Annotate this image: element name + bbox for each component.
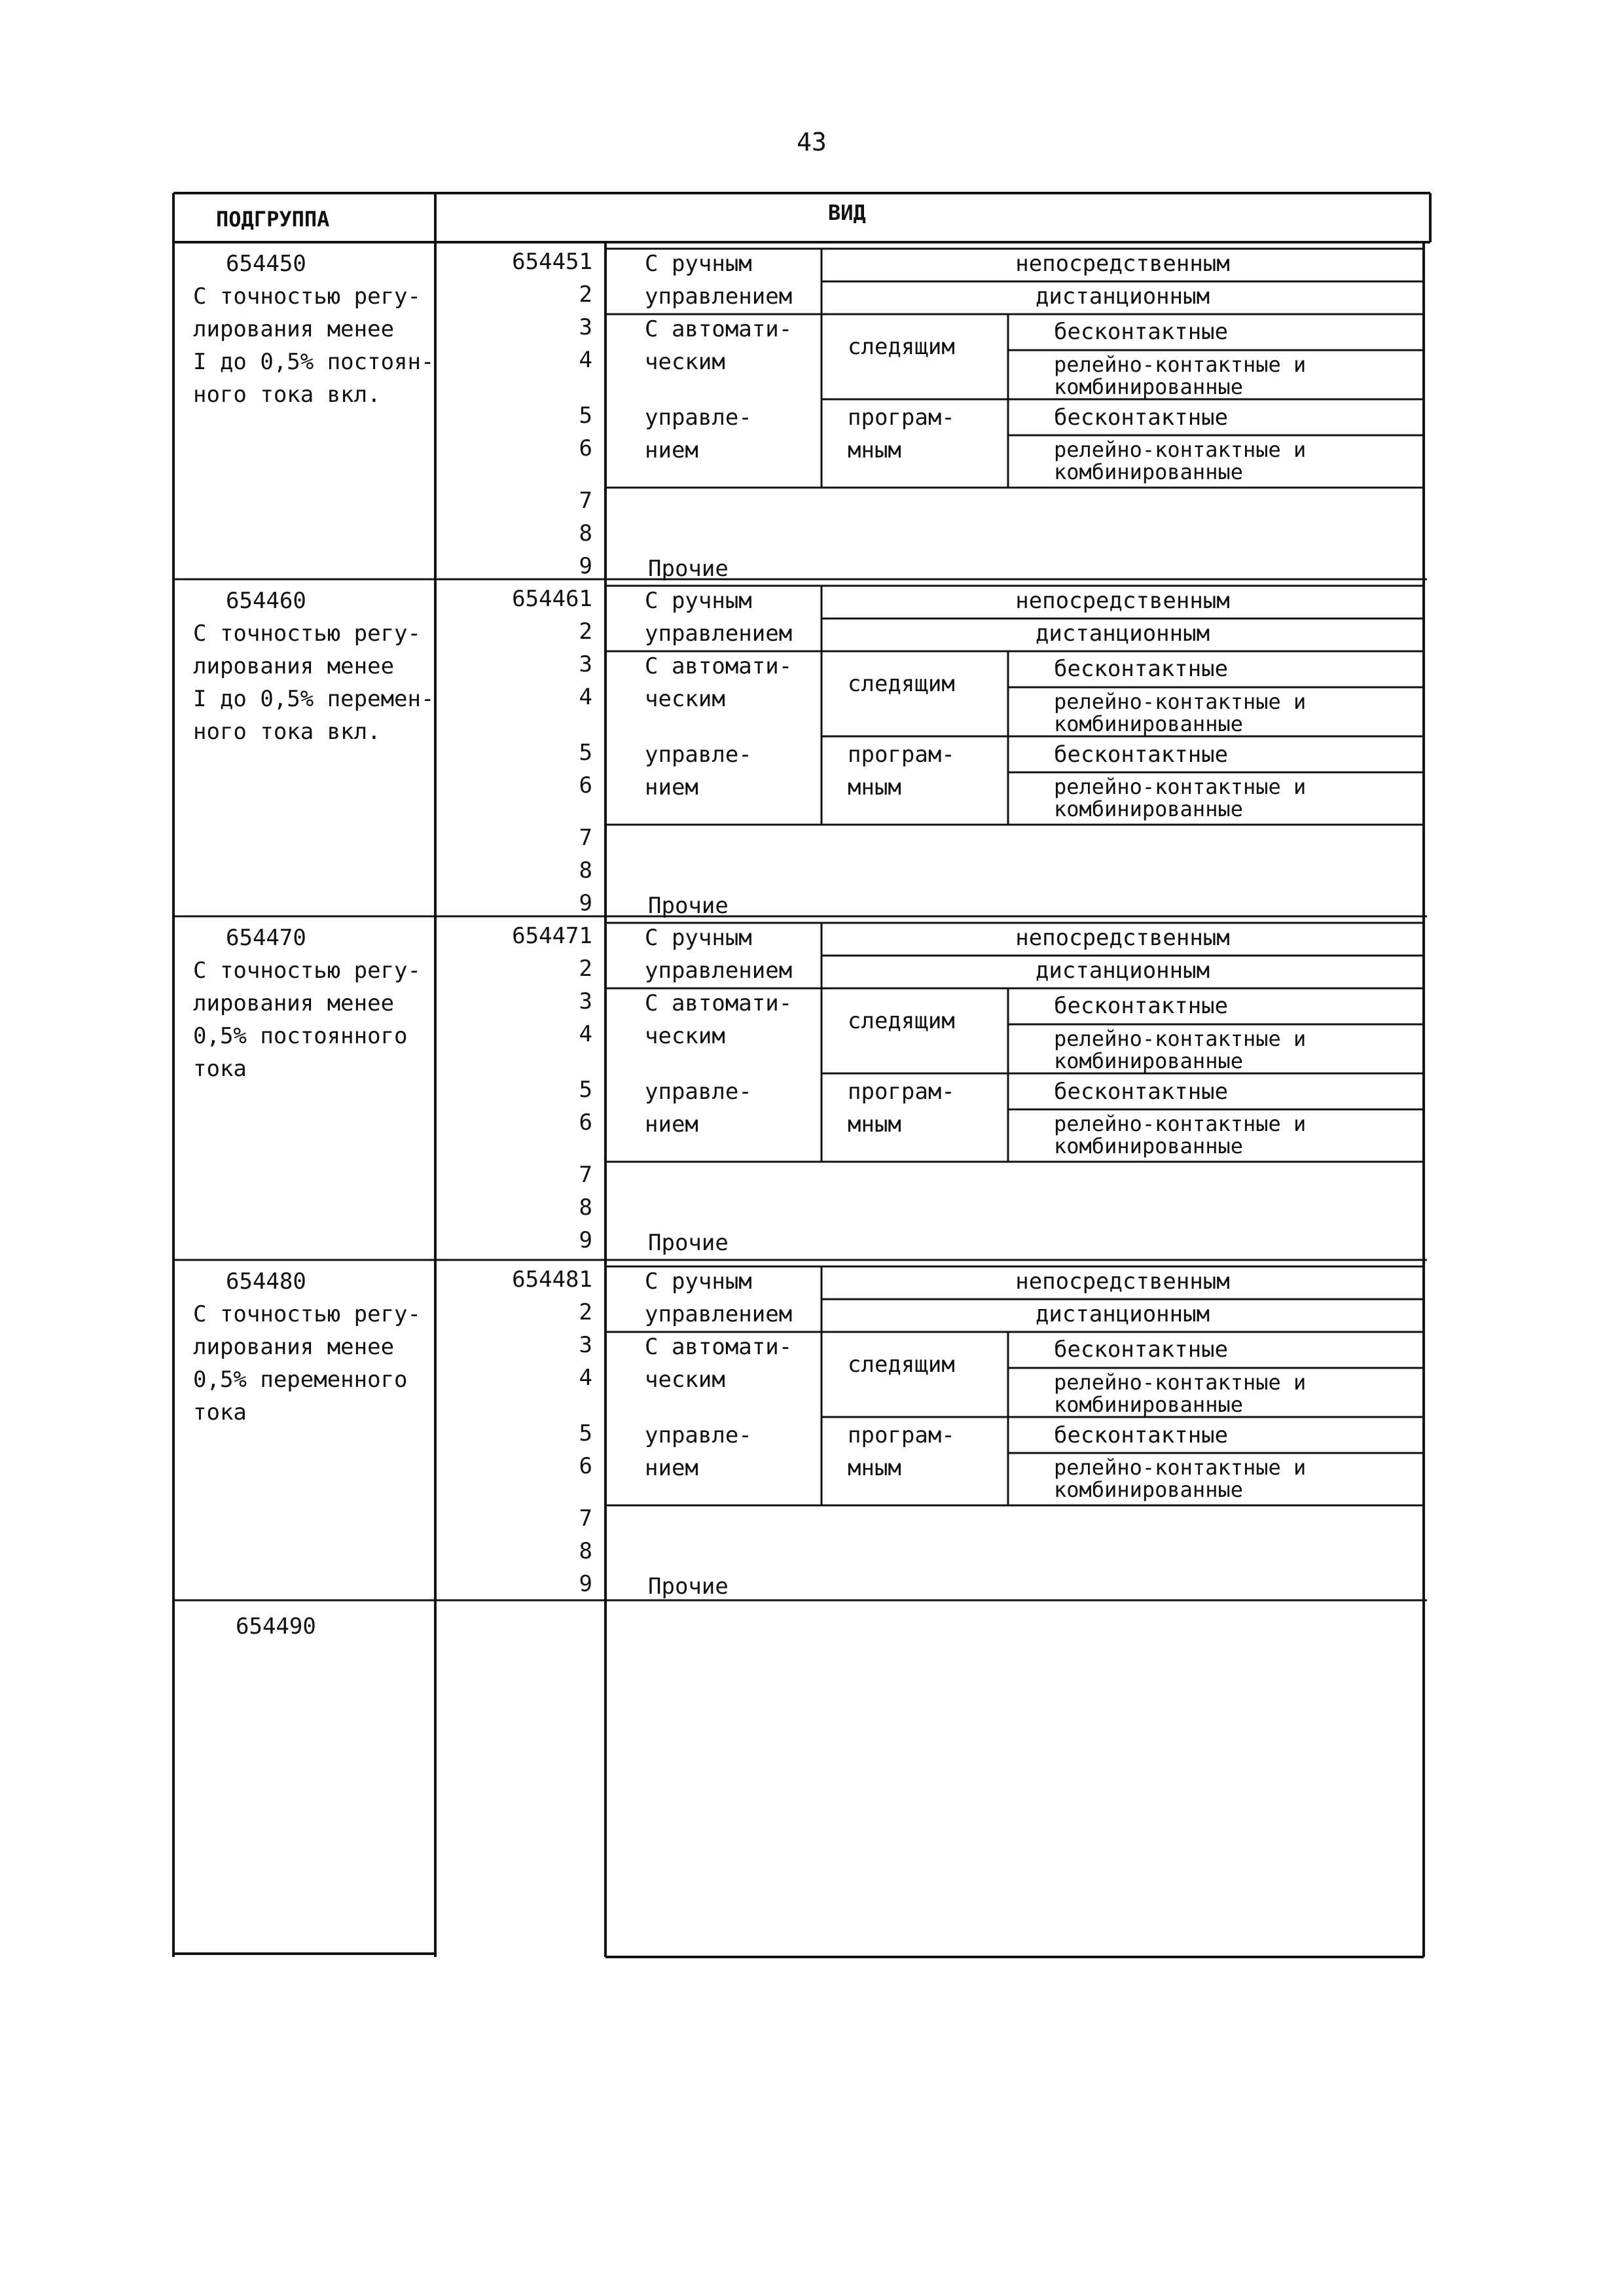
kind-row-number: 6 [579, 1109, 592, 1136]
label-manual-control: С ручным [645, 251, 752, 277]
label-relay-contact: релейно-контактные и [1054, 1455, 1307, 1480]
kind-code: 654481 [512, 1266, 592, 1293]
label-relay-contact: релейно-контактные и [1054, 1026, 1307, 1051]
label-manual-control-cont: управлением [645, 1301, 793, 1327]
subgroup-description-line: С точностью регу- [193, 958, 421, 984]
kind-row-number: 8 [579, 520, 592, 547]
label-automatic-control-cont: управле- [645, 1422, 752, 1448]
kind-row-number: 5 [579, 1077, 592, 1103]
label-program-cont: мным [848, 437, 901, 463]
kind-row-number: 3 [579, 988, 592, 1014]
kind-code: 654471 [512, 923, 592, 949]
label-remote: дистанционным [1035, 1301, 1210, 1327]
label-program: програм- [848, 742, 955, 768]
label-other: Прочие [648, 556, 729, 582]
kind-row-number: 4 [579, 684, 592, 710]
subgroup-description-line: 0,5% постоянного [193, 1023, 408, 1049]
label-relay-contact: релейно-контактные и [1054, 437, 1307, 462]
label-automatic-control: С автомати- [645, 653, 793, 679]
subgroup-description-line: 0,5% переменного [193, 1367, 408, 1393]
label-automatic-control-cont: ческим [645, 1367, 725, 1393]
kind-code: 654451 [512, 249, 592, 275]
kind-row-number: 3 [579, 314, 592, 340]
kind-row-number: 6 [579, 435, 592, 461]
label-manual-control-cont: управлением [645, 958, 793, 984]
label-combined: комбинированные [1054, 711, 1243, 736]
subgroup-description-line: ного тока вкл. [193, 719, 381, 745]
label-automatic-control-cont: ческим [645, 1023, 725, 1049]
subgroup-description-line: лирования менее [193, 316, 395, 342]
subgroup-code: 654460 [226, 588, 306, 614]
label-program-cont: мным [848, 1111, 901, 1138]
label-tracking: следящим [848, 1008, 955, 1034]
kind-row-number: 5 [579, 1420, 592, 1446]
kind-row-number: 6 [579, 772, 592, 798]
kind-row-number: 2 [579, 619, 592, 645]
label-combined: комбинированные [1054, 1477, 1243, 1502]
label-contactless: бесконтактные [1054, 742, 1229, 768]
label-automatic-control: С автомати- [645, 1334, 793, 1360]
label-contactless: бесконтактные [1054, 993, 1229, 1019]
label-automatic-control-cont: нием [645, 1455, 698, 1481]
page-number: 43 [797, 128, 827, 156]
kind-row-number: 2 [579, 281, 592, 308]
kind-row-number: 7 [579, 488, 592, 514]
label-relay-contact: релейно-контактные и [1054, 1111, 1307, 1136]
label-automatic-control-cont: нием [645, 1111, 698, 1138]
kind-row-number: 5 [579, 403, 592, 429]
label-program-cont: мным [848, 774, 901, 800]
label-manual-control: С ручным [645, 925, 752, 951]
subgroup-description-line: лирования менее [193, 653, 395, 679]
label-tracking: следящим [848, 671, 955, 697]
label-combined: комбинированные [1054, 797, 1243, 821]
label-remote: дистанционным [1035, 958, 1210, 984]
subgroup-description-line: тока [193, 1056, 247, 1082]
label-automatic-control-cont: управле- [645, 1079, 752, 1105]
header-kind: ВИД [828, 200, 866, 225]
kind-row-number: 9 [579, 890, 592, 916]
label-contactless: бесконтактные [1054, 1336, 1229, 1363]
subgroup-description-line: С точностью регу- [193, 283, 421, 310]
kind-row-number: 3 [579, 1332, 592, 1358]
subgroup-description-line: С точностью регу- [193, 1301, 421, 1327]
kind-row-number: 9 [579, 553, 592, 579]
label-automatic-control: С автомати- [645, 990, 793, 1016]
label-combined: комбинированные [1054, 374, 1243, 399]
kind-row-number: 9 [579, 1227, 592, 1253]
label-program: програм- [848, 1422, 955, 1448]
label-contactless: бесконтактные [1054, 656, 1229, 682]
label-direct: непосредственным [1015, 588, 1230, 614]
kind-row-number: 3 [579, 651, 592, 677]
label-manual-control: С ручным [645, 1268, 752, 1295]
label-automatic-control: С автомати- [645, 316, 793, 342]
label-remote: дистанционным [1035, 283, 1210, 310]
label-relay-contact: релейно-контактные и [1054, 352, 1307, 377]
kind-row-number: 8 [579, 1194, 592, 1221]
label-automatic-control-cont: ческим [645, 686, 725, 712]
label-automatic-control-cont: нием [645, 774, 698, 800]
label-automatic-control-cont: ческим [645, 349, 725, 375]
label-manual-control-cont: управлением [645, 283, 793, 310]
label-contactless: бесконтактные [1054, 1422, 1229, 1448]
kind-row-number: 2 [579, 956, 592, 982]
subgroup-description-line: тока [193, 1399, 247, 1426]
label-tracking: следящим [848, 334, 955, 360]
label-direct: непосредственным [1015, 1268, 1230, 1295]
label-combined: комбинированные [1054, 1134, 1243, 1158]
subgroup-description-line: лирования менее [193, 990, 395, 1016]
label-combined: комбинированные [1054, 1049, 1243, 1073]
kind-row-number: 7 [579, 1505, 592, 1532]
kind-row-number: 4 [579, 347, 592, 373]
label-direct: непосредственным [1015, 251, 1230, 277]
kind-row-number: 9 [579, 1571, 592, 1597]
label-contactless: бесконтактные [1054, 1079, 1229, 1105]
label-automatic-control-cont: нием [645, 437, 698, 463]
label-tracking: следящим [848, 1352, 955, 1378]
label-manual-control: С ручным [645, 588, 752, 614]
label-program: програм- [848, 1079, 955, 1105]
label-combined: комбинированные [1054, 1392, 1243, 1417]
label-relay-contact: релейно-контактные и [1054, 1370, 1307, 1395]
subgroup-description-line: С точностью регу- [193, 620, 421, 647]
label-manual-control-cont: управлением [645, 620, 793, 647]
label-other: Прочие [648, 1573, 729, 1600]
subgroup-description-line: I до 0,5% постоян- [193, 349, 435, 375]
subgroup-description-line: ного тока вкл. [193, 382, 381, 408]
label-direct: непосредственным [1015, 925, 1230, 951]
kind-row-number: 8 [579, 857, 592, 884]
kind-row-number: 7 [579, 825, 592, 851]
label-other: Прочие [648, 1230, 729, 1256]
kind-row-number: 4 [579, 1021, 592, 1047]
kind-row-number: 2 [579, 1299, 592, 1325]
subgroup-description-line: лирования менее [193, 1334, 395, 1360]
subgroup-code: 654450 [226, 251, 306, 277]
label-other: Прочие [648, 893, 729, 919]
subgroup-code: 654470 [226, 925, 306, 951]
header-subgroup: ПОДГРУППА [216, 207, 330, 232]
label-contactless: бесконтактные [1054, 319, 1229, 345]
subgroup-code: 654490 [236, 1613, 316, 1640]
label-program-cont: мным [848, 1455, 901, 1481]
label-automatic-control-cont: управле- [645, 404, 752, 431]
subgroup-description-line: I до 0,5% перемен- [193, 686, 435, 712]
subgroup-code: 654480 [226, 1268, 306, 1295]
kind-row-number: 5 [579, 740, 592, 766]
label-automatic-control-cont: управле- [645, 742, 752, 768]
kind-row-number: 4 [579, 1365, 592, 1391]
kind-code: 654461 [512, 586, 592, 612]
kind-row-number: 8 [579, 1538, 592, 1564]
label-remote: дистанционным [1035, 620, 1210, 647]
label-relay-contact: релейно-контактные и [1054, 774, 1307, 799]
label-contactless: бесконтактные [1054, 404, 1229, 431]
kind-row-number: 7 [579, 1162, 592, 1188]
label-relay-contact: релейно-контактные и [1054, 689, 1307, 714]
label-program: програм- [848, 404, 955, 431]
kind-row-number: 6 [579, 1453, 592, 1479]
label-combined: комбинированные [1054, 459, 1243, 484]
